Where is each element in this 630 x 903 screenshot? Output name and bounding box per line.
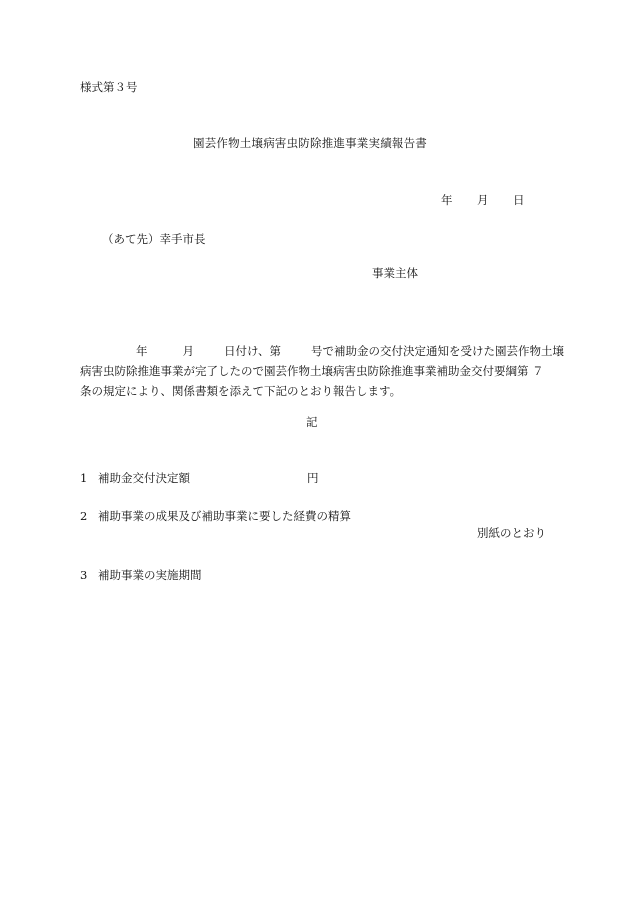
item-implementation-period [80,570,202,582]
item-number: 1 [80,471,88,485]
report-body-text [80,341,565,401]
body-year-label: 年 [136,344,148,358]
body-month-label: 月 [182,344,194,358]
item-number: 3 [80,568,88,582]
attachment-note: 別紙のとおり [477,526,546,540]
item-number: 2 [80,509,88,523]
item-results-and-expenses [80,511,351,523]
date-day-label: 日 [513,193,525,207]
item-label: 補助事業の実施期間 [98,568,202,582]
date-line [441,195,525,207]
item-label: 補助事業の成果及び補助事業に要した経費の精算 [98,509,351,523]
body-line-3: 条の規定により、関係書類を添えて下記のとおり報告します。 [80,384,402,398]
ki-heading: 記 [306,415,318,429]
form-number: 様式第３号 [80,80,138,94]
yen-unit: 円 [307,471,319,485]
addressee: （あて先）幸手市長 [102,232,206,246]
date-year-label: 年 [441,193,453,207]
body-line-1 [80,341,565,361]
body-line-1-rest: 号で補助金の交付決定通知を受けた園芸作物土壌 [311,344,565,358]
document-title: 園芸作物土壌病害虫防除推進事業実績報告書 [193,136,427,150]
item-label: 補助金交付決定額 [98,471,190,485]
item-subsidy-amount [80,471,319,485]
body-day-text: 日付け、第 [224,344,282,358]
applicant-label: 事業主体 [372,266,418,280]
body-line-2: 病害虫防除推進事業が完了したので園芸作物土壌病害虫防除推進事業補助金交付要綱第 ７ [80,364,544,378]
date-month-label: 月 [477,193,489,207]
